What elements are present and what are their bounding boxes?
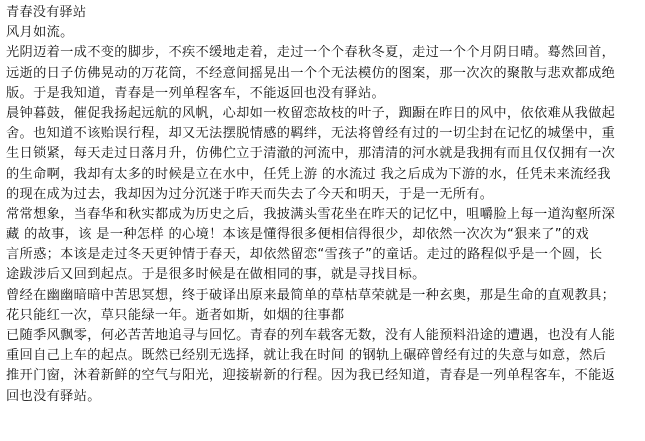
text-line: 重回自己上车的起点。既然已经别无选择，就让我在时间 的钢轨上碾碎曾经有过的失意与如意，然后 <box>6 348 607 364</box>
text-line: 回也没有驿站。 <box>6 388 101 404</box>
text-line: 的现在成为过去，我却因为过分沉迷于昨天而失去了今天和明天，于是一无所有。 <box>6 186 494 202</box>
text-line: 花只能红一次，草只能绿一年。逝者如斯，如烟的往事都 <box>6 307 345 323</box>
text-line: 版。于是我知道，青春是一列单程客车，不能返回也没有驿站。 <box>6 85 386 101</box>
text-line: 的生命啊，我却有太多的时候是立在水中，任凭上游 的水流过 我之后成为下游的水，任凭未来流经我 <box>6 166 611 182</box>
article-title: 青春没有驿站 <box>6 5 87 20</box>
text-line: 晨钟暮鼓，催促我扬起远航的风帆，心却如一枚留恋故枝的叶子，踟蹰在昨日的风中，依依难从我做起 <box>6 105 616 121</box>
text-line: 生日锁紧，每天走过日落月升，仿佛伫立于清澈的河流中，那清清的河水就是我拥有而且仅仅拥有一次 <box>6 146 616 162</box>
text-line: 推开门窗，沐着新鲜的空气与阳光，迎接崭新的行程。因为我已经知道，青春是一列单程客车，不能返 <box>6 368 616 384</box>
text-line: 已随季风飘零，何必苦苦地追寻与回忆。青春的列车载客无数，没有人能预料沿途的遭遇，也没有人能 <box>6 328 616 343</box>
text-line: 途跋涉后又回到起点。于是很多时候是在做相同的事，就是寻找目标。 <box>6 267 426 283</box>
article-subtitle: 风月如流。 <box>6 25 74 41</box>
text-line: 远逝的日子仿佛晃动的万花筒，不经意间摇晃出一个个无法模仿的图案，那一次次的聚散与悲欢都成绝 <box>6 65 616 81</box>
text-line: 曾经在幽幽暗暗中苦思冥想，终于破译出原来最简单的草枯草荣就是一种玄奥，那是生命的直观教具； <box>6 287 616 303</box>
text-line: 舍。也知道不该贻误行程，却又无法摆脱情感的羁绊，无法将曾经有过的一切尘封在记忆的城堡中，重 <box>6 126 616 142</box>
text-line: 光阴迈着一成不变的脚步，不疾不缓地走着，走过一个个春秋冬夏，走过一个个月阴日晴。蓦然回首， <box>6 45 616 61</box>
text-line: 言所惑；本该是走过冬天更钟情于春天，却依然留恋“雪孩子”的童话。走过的路程似乎是一个圆，长 <box>6 247 603 263</box>
text-line: 藏 的故事，该 是一种怎样 的心境！本该是懂得很多便相信得很少，却依然一次次为“狠来了”的戏 <box>6 227 590 243</box>
text-line: 常常想象，当春华和秋实都成为历史之后，我披满头雪花坐在昨天的记忆中，咀嚼脸上每一道沟壑所深 <box>6 206 616 222</box>
